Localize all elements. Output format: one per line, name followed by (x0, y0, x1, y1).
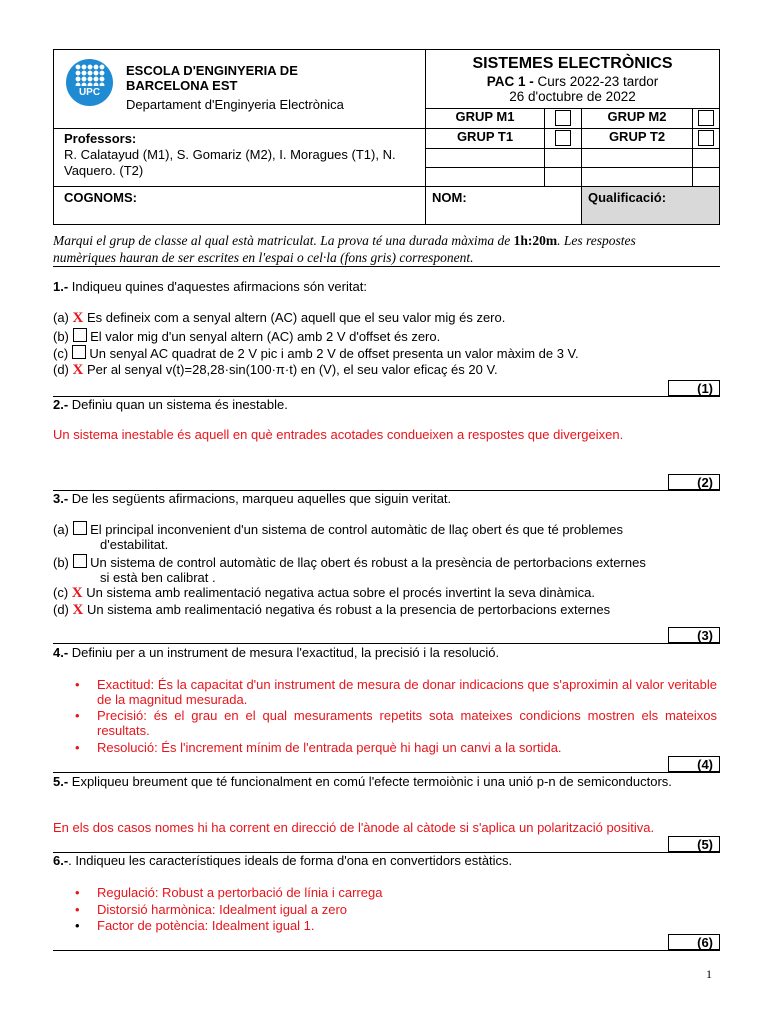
grup-t2-checkbox[interactable] (693, 129, 720, 149)
q3-option-a: (a) El principal inconvenient d'un sistema de control automàtic de llaç obert és que té problemes (53, 522, 624, 537)
q1-score-box[interactable]: (1) (668, 380, 720, 396)
question-1: 1.- Indiqueu quines d'aquestes afirmacions són veritat: (53, 279, 367, 294)
divider (53, 266, 720, 267)
professors-label: Professors: (64, 131, 137, 146)
grade-cell[interactable] (426, 168, 545, 187)
grade-cell[interactable] (545, 149, 582, 168)
grup-t2-label: GRUP T2 (582, 129, 693, 149)
divider (53, 950, 720, 951)
checkbox[interactable] (73, 328, 87, 342)
q1-option-b: (b) El valor mig d'un senyal altern (AC) amb 2 V d'offset és zero. (53, 329, 441, 344)
instructions: Marqui el grup de classe al qual està matriculat. La prova té una durada màxima de 1h:20m. Les respostes numèriques hauran de ser escrites en l'espai o cel·la (fons gris) corresponent. (53, 233, 636, 265)
grup-m1-label: GRUP M1 (426, 109, 545, 129)
divider (53, 772, 720, 773)
checkbox[interactable] (73, 521, 87, 535)
exam-header-table (53, 49, 720, 225)
answer-mark: X (72, 310, 84, 326)
question-6: 6.-. Indiqueu les característiques ideals de forma d'ona en convertidors estàtics. (53, 853, 513, 868)
page-number: 1 (706, 967, 712, 981)
q1-option-a: (a) X Es defineix com a senyal altern (AC) aquell que el seu valor mig és zero. (53, 310, 506, 326)
q4-score-box[interactable]: (4) (668, 756, 720, 772)
grade-cell[interactable] (582, 149, 693, 168)
q3-option-b: (b) Un sistema de control automàtic de llaç obert és robust a la presència de pertorbacions externes (53, 555, 646, 570)
question-3: 3.- De les següents afirmacions, marqueu aquelles que siguin veritat. (53, 491, 452, 506)
q5-answer: En els dos casos nomes hi ha corrent en direcció de l'ànode al càtode si s'aplica un polarització positiva. (53, 820, 655, 835)
grup-m1-checkbox[interactable] (545, 109, 582, 129)
q3-score-box[interactable]: (3) (668, 627, 720, 643)
answer-mark: X (72, 362, 84, 378)
grup-t1-label: GRUP T1 (426, 129, 545, 149)
grup-m2-label: GRUP M2 (582, 109, 693, 129)
divider (53, 643, 720, 644)
question-5: 5.- Expliqueu breument que té funcionalment en comú l'efecte termoiònic i una unió p-n de semiconductors. (53, 774, 672, 789)
q2-answer: Un sistema inestable és aquell en què entrades acotades condueixen a respostes que divergeixen. (53, 427, 624, 442)
professors-cell: Professors: R. Calatayud (M1), S. Gomariz (M2), I. Moragues (T1), N. Vaquero. (T2) (54, 129, 426, 187)
q1-option-d: (d) X Per al senyal v(t)=28,28·sin(100·π·t) en (V), el seu valor eficaç és 20 V. (53, 362, 498, 378)
grade-cell[interactable] (582, 168, 693, 187)
checkbox[interactable] (73, 554, 87, 568)
question-4: 4.- Definiu per a un instrument de mesura l'exactitud, la precisió i la resolució. (53, 645, 500, 660)
answer-mark: X (71, 585, 83, 601)
cognoms-field[interactable]: COGNOMS: (54, 187, 426, 225)
course-title: SISTEMES ELECTRÒNICS (472, 55, 673, 72)
grup-t1-checkbox[interactable] (545, 129, 582, 149)
exam-date: 26 d'octubre de 2022 (509, 89, 636, 104)
q5-score-box[interactable]: (5) (668, 836, 720, 852)
professors-list: R. Calatayud (M1), S. Gomariz (M2), I. Moragues (T1), N. (64, 147, 396, 162)
course-title-cell (426, 50, 720, 109)
qualificacio-field[interactable]: Qualificació: (582, 187, 720, 225)
upc-logo: UPC (66, 59, 113, 106)
q1-option-c: (c) Un senyal AC quadrat de 2 V pic i amb 2 V de offset presenta un valor màxim de 3 V. (53, 346, 579, 361)
grade-cell[interactable] (545, 168, 582, 187)
grade-cell[interactable] (693, 168, 720, 187)
school-cell (54, 50, 426, 129)
q6-score-box[interactable]: (6) (668, 934, 720, 950)
school-name: ESCOLA D'ENGINYERIA DE BARCELONA EST (126, 63, 298, 93)
checkbox[interactable] (72, 345, 86, 359)
answer-mark: X (72, 602, 84, 618)
grade-cell[interactable] (426, 149, 545, 168)
grade-cell[interactable] (693, 149, 720, 168)
department-name: Departament d'Enginyeria Electrònica (126, 97, 344, 112)
q2-score-box[interactable]: (2) (668, 474, 720, 490)
exam-page: UPC ESCOLA D'ENGINYERIA DE BARCELONA EST Departament d'Enginyeria Electrònica SISTEMES ELECTRÒNICS PAC 1 - Curs 2022-23 tardor 26 d'octubre de 2022 GRUP M1 GRUP M2 Professors: R. Calatayud (M1), S. Gomariz (M2), I. Moragues (T1), N. Vaquero. (T2) GRUP T1 GRUP T2 COGNOMS: NOM: Qualificació: Marqui el grup de classe al qual està matriculat. La prova té una durada màxima de 1h:20m. Les respostes numèriques hauran de ser escrites en l'espai o cel·la (fons gris) corresponent. 1.- Indiqueu quines d'aquestes afirmacions són veritat: (a) X Es defineix com a senyal altern (AC) aquell que el seu valor mig és zero. (b) El valor mig d'un senyal altern (AC) amb 2 V d'offset és zero. (c) Un senyal AC quadrat de 2 V pic i amb 2 V de offset presenta un valor màxim de 3 V. (d) X Per al senyal v(t)=28,28·sin(100·π·t) en (V), el seu valor eficaç és 20 V. (1) 2.- Definiu quan un sistema és inestable. Un sistema inestable és aquell en què entrades acotades condueixen a respostes que divergeixen. (2) 3.- De les següents afirmacions, marqueu aquelles que siguin veritat. (a) El principal inconvenient d'un sistema de control automàtic de llaç obert és que té problemes d'estabilitat. (b) Un sistema de control automàtic de llaç obert és robust a la presència de pertorbacions externes si està ben calibrat . (c) X Un sistema amb realimentació negativa actua sobre el procés invertint la seva dinàmica. (d) X Un sistema amb realimentació negativa és robust a la presencia de pertorbacions externes (3) 4.- Definiu per a un instrument de mesura l'exactitud, la precisió i la resolució. • Exactitud: És la capacitat d'un instrument de mesura de donar indicacions que s'aproximin al valor veritable de la magnitud mesurada. • Precisió: és el grau en el qual mesuraments repetits sota mateixes condicions mostren els mateixos resultats. • Resolució: És l'increment mínim de l'entrada perquè hi hagi un canvi a la sortida. (4) 5.- Expliqueu breument que té funcionalment en comú l'efecte termoiònic i una unió p-n de semiconductors. En els dos casos nomes hi ha corrent en direcció de l'ànode al càtode si s'aplica un polarització positiva. (5) 6.-. Indiqueu les característiques ideals de forma d'ona en convertidors estàtics. • Regulació: Robust a pertorbació de línia i carrega • Distorsió harmònica: Idealment igual a zero • Factor de potència: Idealment igual 1. (6) 1 (0, 0, 768, 1024)
grup-m2-checkbox[interactable] (693, 109, 720, 129)
nom-field[interactable]: NOM: (426, 187, 582, 225)
question-2: 2.- Definiu quan un sistema és inestable. (53, 397, 288, 412)
pac-line: PAC 1 - Curs 2022-23 tardor (486, 74, 659, 89)
q3-option-c: (c) X Un sistema amb realimentació negativa actua sobre el procés invertint la seva dinàmica. (53, 585, 595, 601)
q3-option-d: (d) X Un sistema amb realimentació negativa és robust a la presencia de pertorbacions externes (53, 602, 611, 618)
